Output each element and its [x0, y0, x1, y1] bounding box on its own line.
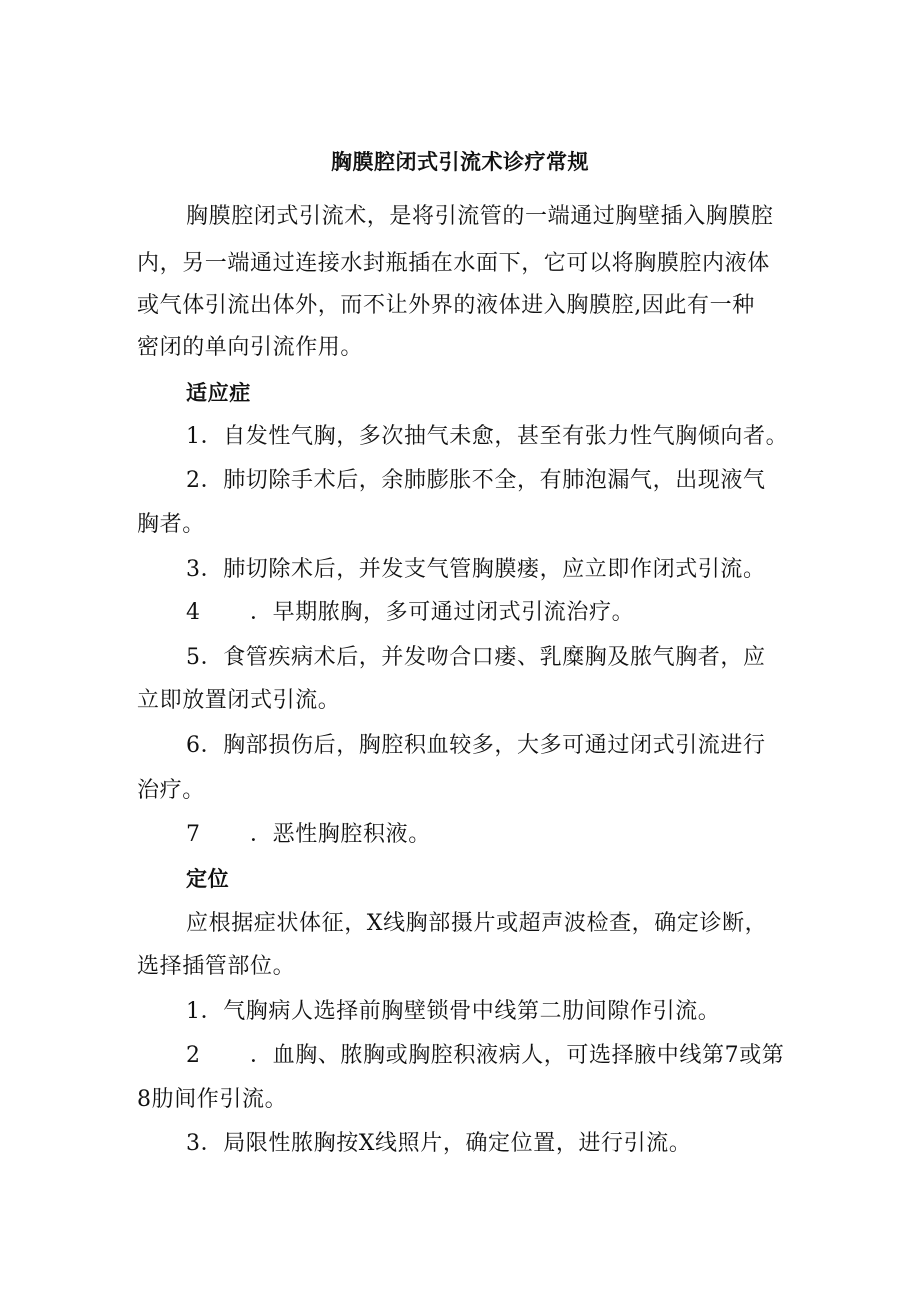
- indication-item-2-line-2: 胸者。: [137, 512, 205, 537]
- document-title: 胸膜腔闭式引流术诊疗常规: [331, 150, 589, 174]
- positioning-item-2-line-2: 8肋间作引流。: [137, 1087, 288, 1112]
- positioning-item-2-line-1: [186, 1041, 784, 1071]
- indication-item-5-line-2: 立即放置闭式引流。: [137, 688, 341, 713]
- positioning-intro-line-2: 选择插管部位。: [137, 954, 296, 979]
- indication-item-4-number: 4: [186, 600, 201, 625]
- indication-item-3: 3．肺切除术后，并发支气管胸膜瘘，应立即作闭式引流。: [186, 557, 766, 582]
- positioning-intro-line-1: 应根据症状体征，X线胸部摄片或超声波检查，确定诊断，: [186, 911, 768, 936]
- positioning-item-2-text: ．血胸、脓胸或胸腔积液病人，可选择腋中线第7或第: [250, 1043, 785, 1068]
- indication-item-4: [186, 598, 634, 628]
- indication-item-2-line-1: 2．肺切除手术后，余肺膨胀不全，有肺泡漏气，出现液气: [186, 468, 766, 493]
- positioning-heading: 定位: [186, 867, 230, 891]
- indication-item-4-text: ．早期脓胸，多可通过闭式引流治疗。: [250, 600, 635, 625]
- intro-line-3: 或气体引流出体外，而不让外界的液体进入胸膜腔,因此有一种: [137, 293, 755, 318]
- indication-item-6-line-2: 治疗。: [137, 778, 205, 803]
- indications-heading: 适应症: [186, 381, 251, 405]
- indication-item-5-line-1: 5．食管疾病术后，并发吻合口瘘、乳糜胸及脓气胸者，应: [186, 645, 766, 670]
- indication-item-7-text: ．恶性胸腔积液。: [250, 822, 431, 847]
- indication-item-7-number: 7: [186, 822, 201, 847]
- indication-item-6-line-1: 6．胸部损伤后，胸腔积血较多，大多可通过闭式引流进行: [186, 733, 766, 758]
- indication-item-1: 1．自发性气胸，多次抽气未愈，甚至有张力性气胸倾向者。: [186, 424, 789, 449]
- positioning-item-1: 1．气胸病人选择前胸壁锁骨中线第二肋间隙作引流。: [186, 999, 721, 1024]
- positioning-item-2-number: 2: [186, 1043, 201, 1068]
- indication-item-7: [186, 820, 431, 850]
- intro-line-1: 胸膜腔闭式引流术，是将引流管的一端通过胸壁插入胸膜腔: [186, 204, 774, 229]
- intro-line-4: 密闭的单向引流作用。: [137, 335, 364, 360]
- intro-line-2: 内，另一端通过连接水封瓶插在水面下，它可以将胸膜腔内液体: [137, 251, 770, 276]
- positioning-item-3: 3．局限性脓胸按X线照片，确定位置，进行引流。: [186, 1131, 692, 1156]
